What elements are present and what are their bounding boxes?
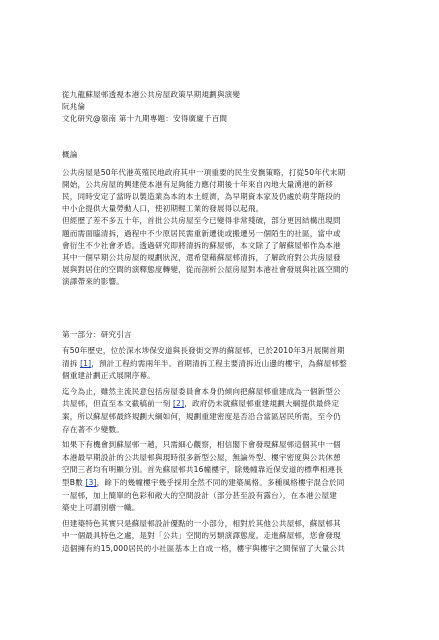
abstract-heading: 概論	[62, 150, 78, 159]
paragraph-line	[62, 358, 380, 369]
paragraph-line	[62, 345, 380, 356]
line-text: 如果下有機會到蘇屋邨一趟，只需細心觀察，相信閣下會發現蘇屋邨這個其中一個	[62, 440, 341, 450]
line-text: 一屋邨，加上簡單的色彩和敞大的空間設計（部分甚至設有露台），在本港公屋建	[62, 490, 337, 500]
footnote-link[interactable]: [1]	[80, 358, 92, 368]
paragraph-line	[62, 490, 380, 501]
line-text: 型B數	[62, 478, 86, 487]
line-text: 本港最早期設計的公共屋邨與現時很多新型公屋，無論外型、樓宇密度與公共休憩	[62, 452, 341, 462]
abstract-line: 演譯帶來的影響。	[62, 276, 124, 286]
line-text: 共屋邨，但直至本文截稿前一刻	[62, 399, 173, 409]
paragraph-line	[62, 439, 380, 450]
line-text: ，政府仍未就蘇屋邨重建規劃大綱提供最終定	[184, 399, 340, 409]
paragraph-line	[62, 477, 380, 488]
line-text: 存在著不少變數。	[62, 424, 124, 434]
abstract-line: 但經歷了差不多五十年，首批公共房屋至今已變得非常殘破，部分更因結構出現問	[62, 216, 341, 226]
line-text: ，餘下的幾幢樓宇幾乎採用全然不同的建築風格。多種風格樓宇混合於同	[96, 478, 345, 487]
article-title: 從九龍蘇屋邨透視本港公共房屋政策早期規劃與演變	[62, 90, 241, 99]
line-text: ，預計工程約需兩年半。首期清拆工程主要清拆近山邊的樓宇，為蘇屋邨整	[91, 358, 347, 368]
paragraph-line	[62, 424, 380, 435]
paragraph-line	[62, 452, 380, 463]
paragraph-line	[62, 530, 380, 541]
line-text: 案，所以蘇屋邨最終規劃大綱如何，規劃重建密度是否沿合當區居民所需，至今仍	[62, 412, 341, 421]
line-text: 迄今為止，雖然主流民意包括房屋委員會本身仍傾向把蘇屋邨重建成為一個新型公	[62, 386, 341, 396]
line-text: 中一個最具特色之處，是對「公共」空間的另類演譯態度。走進蘇屋邨，您會發現	[62, 531, 341, 541]
paragraph-line	[62, 398, 380, 409]
paragraph-line	[62, 502, 380, 513]
footnote-link[interactable]: [3]	[85, 478, 97, 487]
abstract-line: 公共房屋是50年代港英殖民地政府其中一項重要的民生安撫策略，打從50年代末期	[62, 168, 346, 177]
part1-heading: 第一部分：研究引言	[62, 330, 132, 339]
paragraph-line	[62, 464, 380, 475]
article-source: 文化研究@嶺南 第十九期專題：安得廣廈千百間	[62, 114, 228, 123]
paragraph-line	[62, 518, 380, 529]
abstract-line: 中小企提供大量勞動人口，使初期輕工業的發展得以起飛。	[62, 204, 264, 214]
line-text: 個重建計劃正式展開序幕。	[62, 371, 155, 381]
paragraph-line	[62, 386, 380, 397]
footnote-link[interactable]: [2]	[172, 399, 185, 409]
paragraph-line	[62, 543, 380, 554]
abstract-line: 其中一個早期公共房屋的規劃狀況，還希望藉蘇屋邨清拆，了解政府對公共房屋發	[62, 252, 341, 262]
line-text: 但建築特色其實只是蘇屋邨設計優點的一小部分，相對於其他公共屋邨，蘇屋邨其	[62, 518, 341, 528]
abstract-line: 開始，公共房屋的興建使本港有足夠能力應付期後十年來自內地大量湧港的新移	[62, 180, 334, 190]
line-text: 有50年歷史，位於深水埗保安道與長發街交界的蘇屋邨，已於2010年3月展開首期	[62, 346, 345, 355]
article-author: 阮兆倫	[62, 102, 86, 111]
abstract-line: 會衍生不少社會矛盾。透過研究即將清拆的蘇屋邨，本文除了了解蘇屋邨作為本港	[62, 240, 341, 250]
abstract-line: 展與對居住的空間的演釋態度轉變，從而剖析公屋房屋對本港社會發展與社區空間的	[62, 264, 349, 274]
abstract-line: 題而需面臨清拆，過程中不少原居民需重新遷徙或搬遷另一個陌生的社區，當中或	[62, 228, 341, 238]
paragraph-line	[62, 370, 380, 381]
paragraph-line	[62, 411, 380, 422]
line-text: 空間三者均有明顯分別。首先蘇屋邨共16幢樓宇，除幾幢靠近保安道的標準相連長	[62, 465, 343, 475]
line-text: 清拆	[62, 358, 81, 368]
abstract-line: 民，同時安定了當時以製造業為本的本土經濟，為早期資本家及仍處於萌芽階段的	[62, 192, 341, 202]
line-text: 這個擁有約15,000居民的小社區基本上自成一格，樓宇與樓宇之間保留了大量公共	[62, 544, 346, 553]
line-text: 築史上可謂別樹一幟。	[62, 503, 140, 513]
